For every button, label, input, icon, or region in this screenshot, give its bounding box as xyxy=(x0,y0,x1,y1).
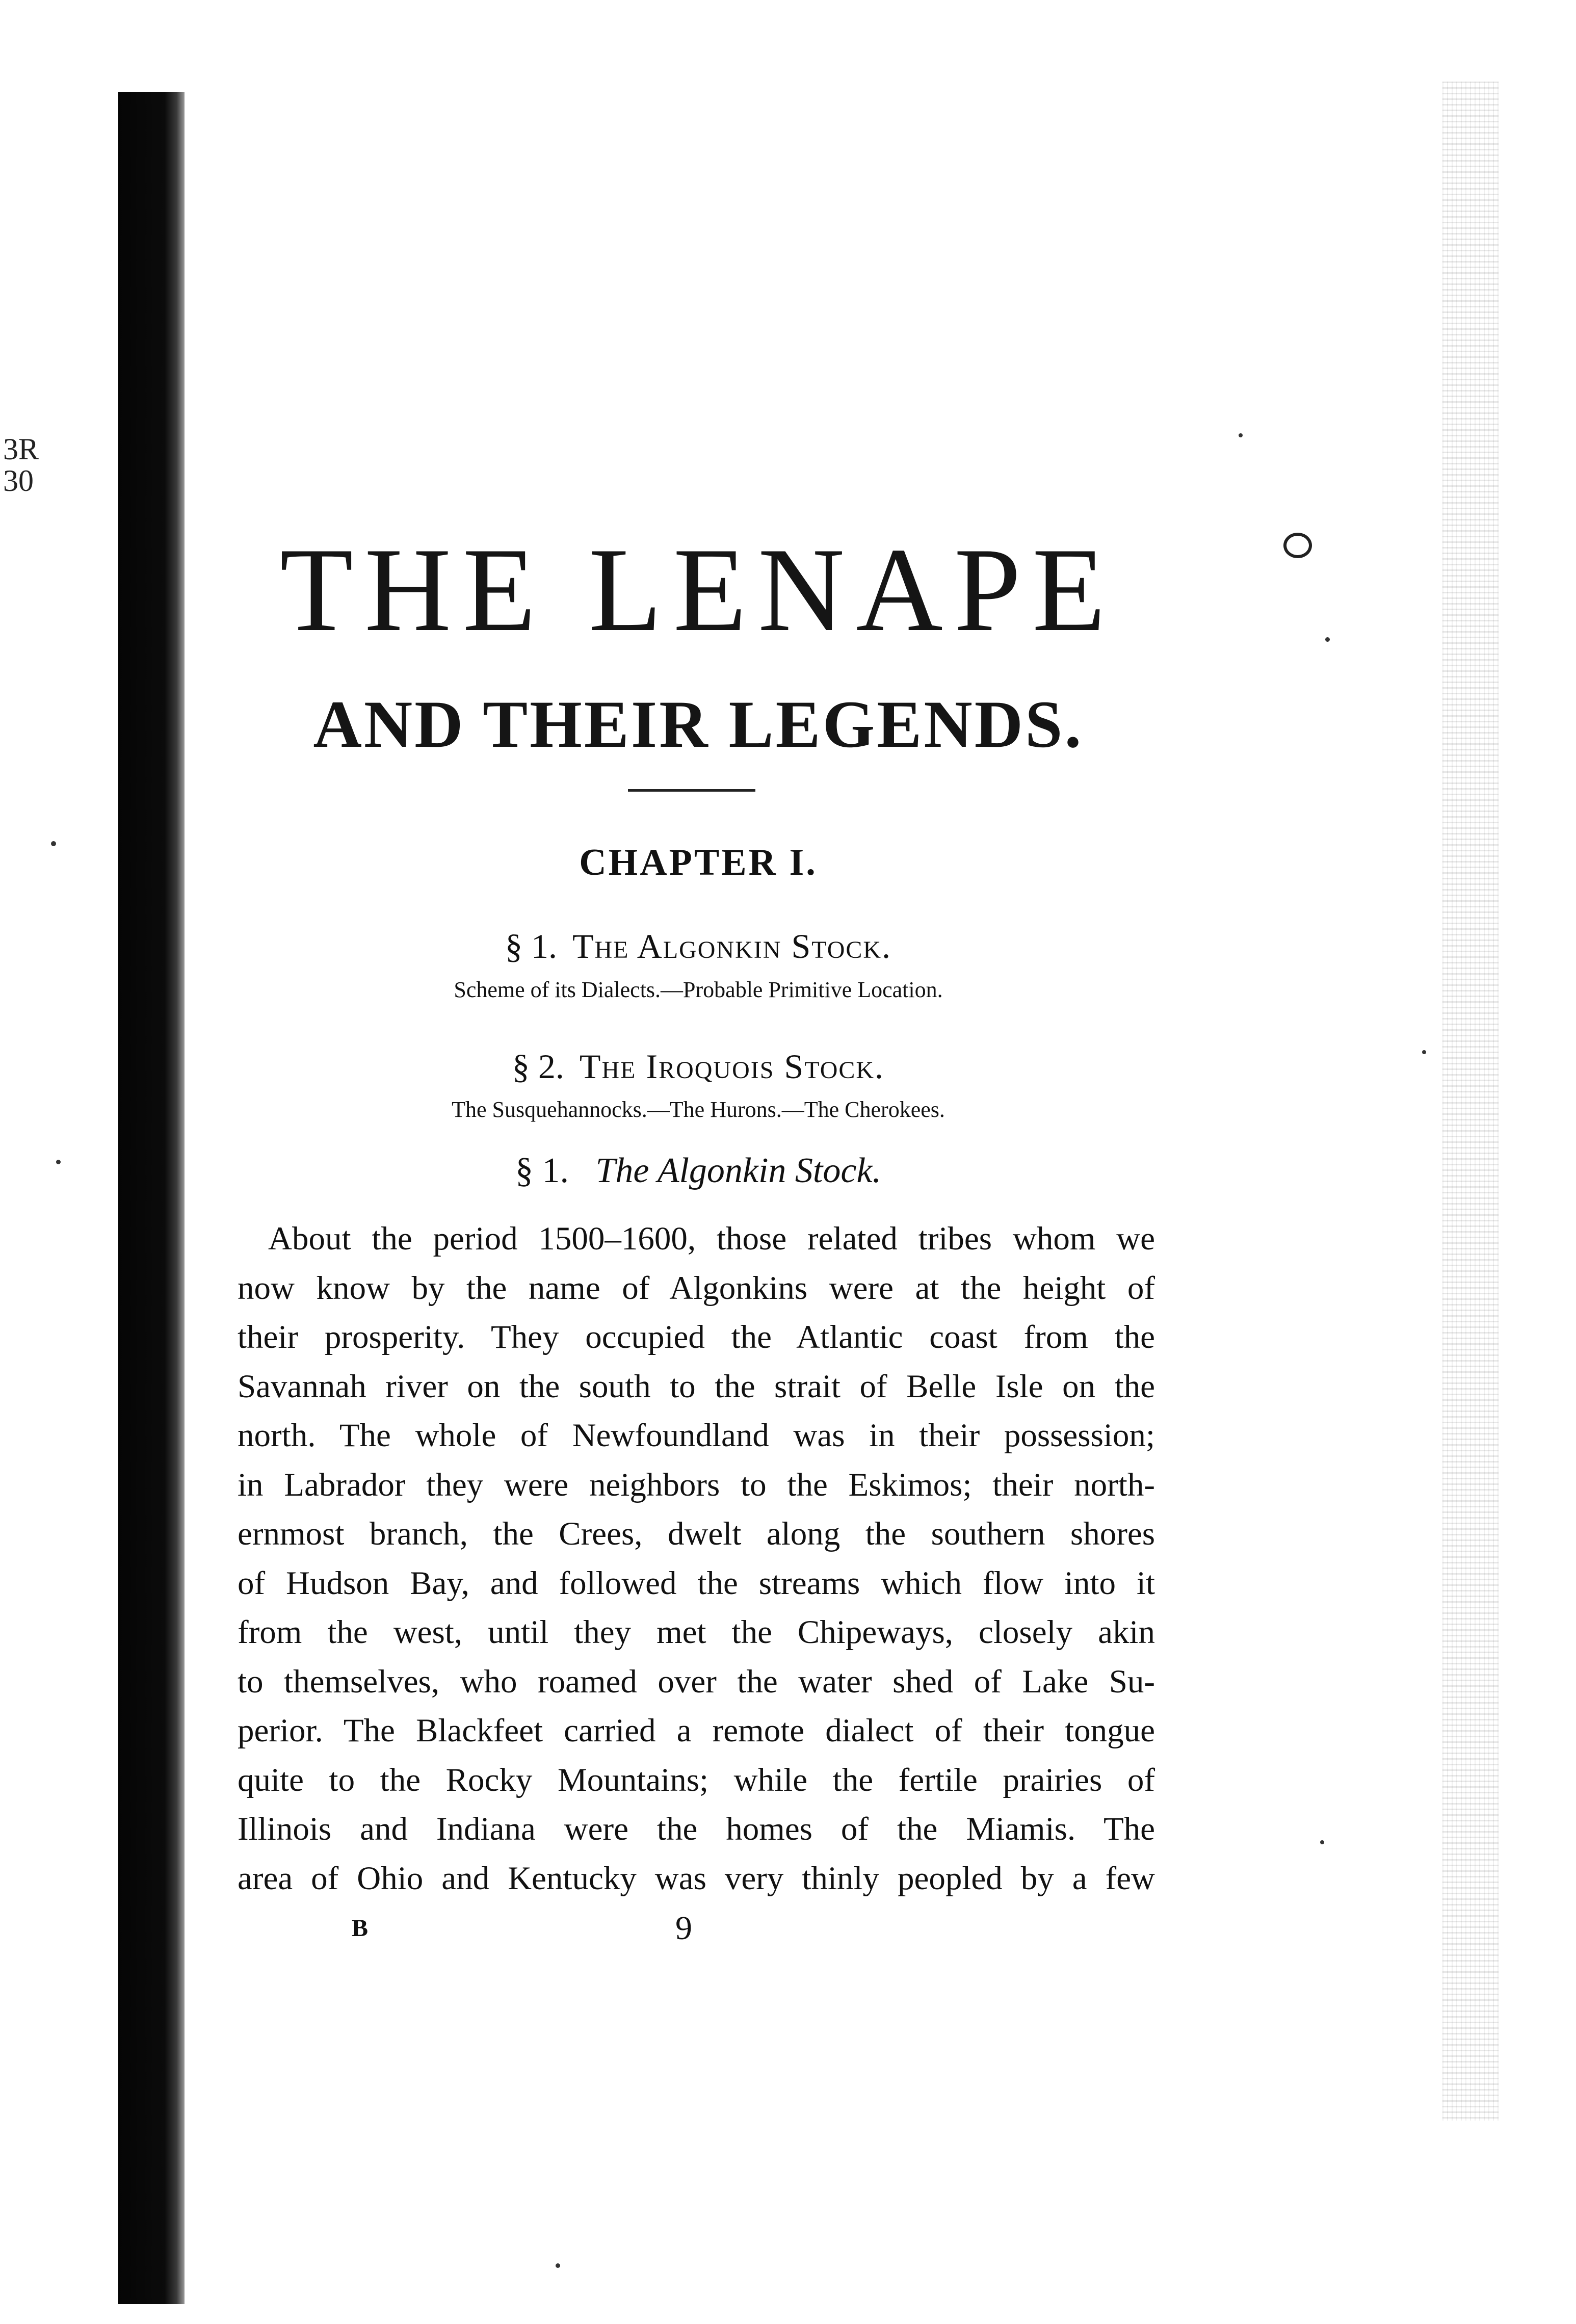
section-subtitle: The Susquehannocks.—The Hurons.—The Cherokees. xyxy=(452,1097,945,1122)
section-number: § 2. xyxy=(512,1047,564,1086)
page-edge-noise xyxy=(1442,82,1499,2121)
book-title: THE LENAPE xyxy=(279,524,1117,657)
chapter-heading: CHAPTER I. xyxy=(579,842,818,883)
body-line: area of Ohio and Kentucky was very thinly peopled by a few xyxy=(238,1860,1155,1897)
body-line: to themselves, who roamed over the water shed of Lake Su- xyxy=(238,1663,1155,1700)
signature-mark: B xyxy=(352,1915,369,1942)
body-line: Savannah river on the south to the strait of Belle Isle on the xyxy=(238,1368,1155,1405)
section-title: The Iroquois Stock. xyxy=(579,1047,885,1086)
section-subtitle: Scheme of its Dialects.—Probable Primitive Location. xyxy=(454,977,943,1002)
book-subtitle: AND THEIR LEGENDS. xyxy=(313,687,1084,762)
body-line: perior. The Blackfeet carried a remote dialect of their tongue xyxy=(238,1712,1155,1749)
body-line: from the west, until they met the Chipeways, closely akin xyxy=(238,1614,1155,1651)
body-line: About the period 1500–1600, those related tribes whom we xyxy=(268,1220,1155,1257)
current-section-number: § 1. xyxy=(515,1151,569,1190)
section-heading xyxy=(0,929,1397,963)
current-section-title: The Algonkin Stock. xyxy=(595,1151,882,1190)
margin-mark xyxy=(3,433,39,497)
body-line: ernmost branch, the Crees, dwelt along the southern shores xyxy=(238,1516,1155,1552)
section-heading xyxy=(0,1049,1397,1084)
body-line: north. The whole of Newfoundland was in their possession; xyxy=(238,1417,1155,1454)
body-line: their prosperity. They occupied the Atlantic coast from the xyxy=(238,1319,1155,1355)
scan-speck xyxy=(1320,1840,1324,1844)
body-line: in Labrador they were neighbors to the Eskimos; their north- xyxy=(238,1466,1155,1503)
body-line: now know by the name of Algonkins were at the height of xyxy=(238,1269,1155,1307)
body-line: quite to the Rocky Mountains; while the fertile prairies of xyxy=(238,1761,1155,1798)
binding-edge xyxy=(118,92,185,2304)
title-rule xyxy=(628,789,755,792)
body-line: Illinois and Indiana were the homes of the Miamis. The xyxy=(238,1811,1155,1847)
body-text xyxy=(238,1214,1155,1903)
scan-speck xyxy=(1422,1050,1426,1054)
margin-mark-line: 3R xyxy=(3,432,39,466)
body-line: of Hudson Bay, and followed the streams which flow into it xyxy=(238,1564,1155,1602)
scan-speck xyxy=(556,2263,560,2268)
margin-mark-line: 30 xyxy=(3,464,34,498)
section-number: § 1. xyxy=(505,927,557,965)
scan-speck xyxy=(1239,433,1243,437)
current-section-heading xyxy=(0,1153,1397,1189)
page-number: 9 xyxy=(675,1910,692,1947)
section-title: The Algonkin Stock. xyxy=(572,927,892,965)
